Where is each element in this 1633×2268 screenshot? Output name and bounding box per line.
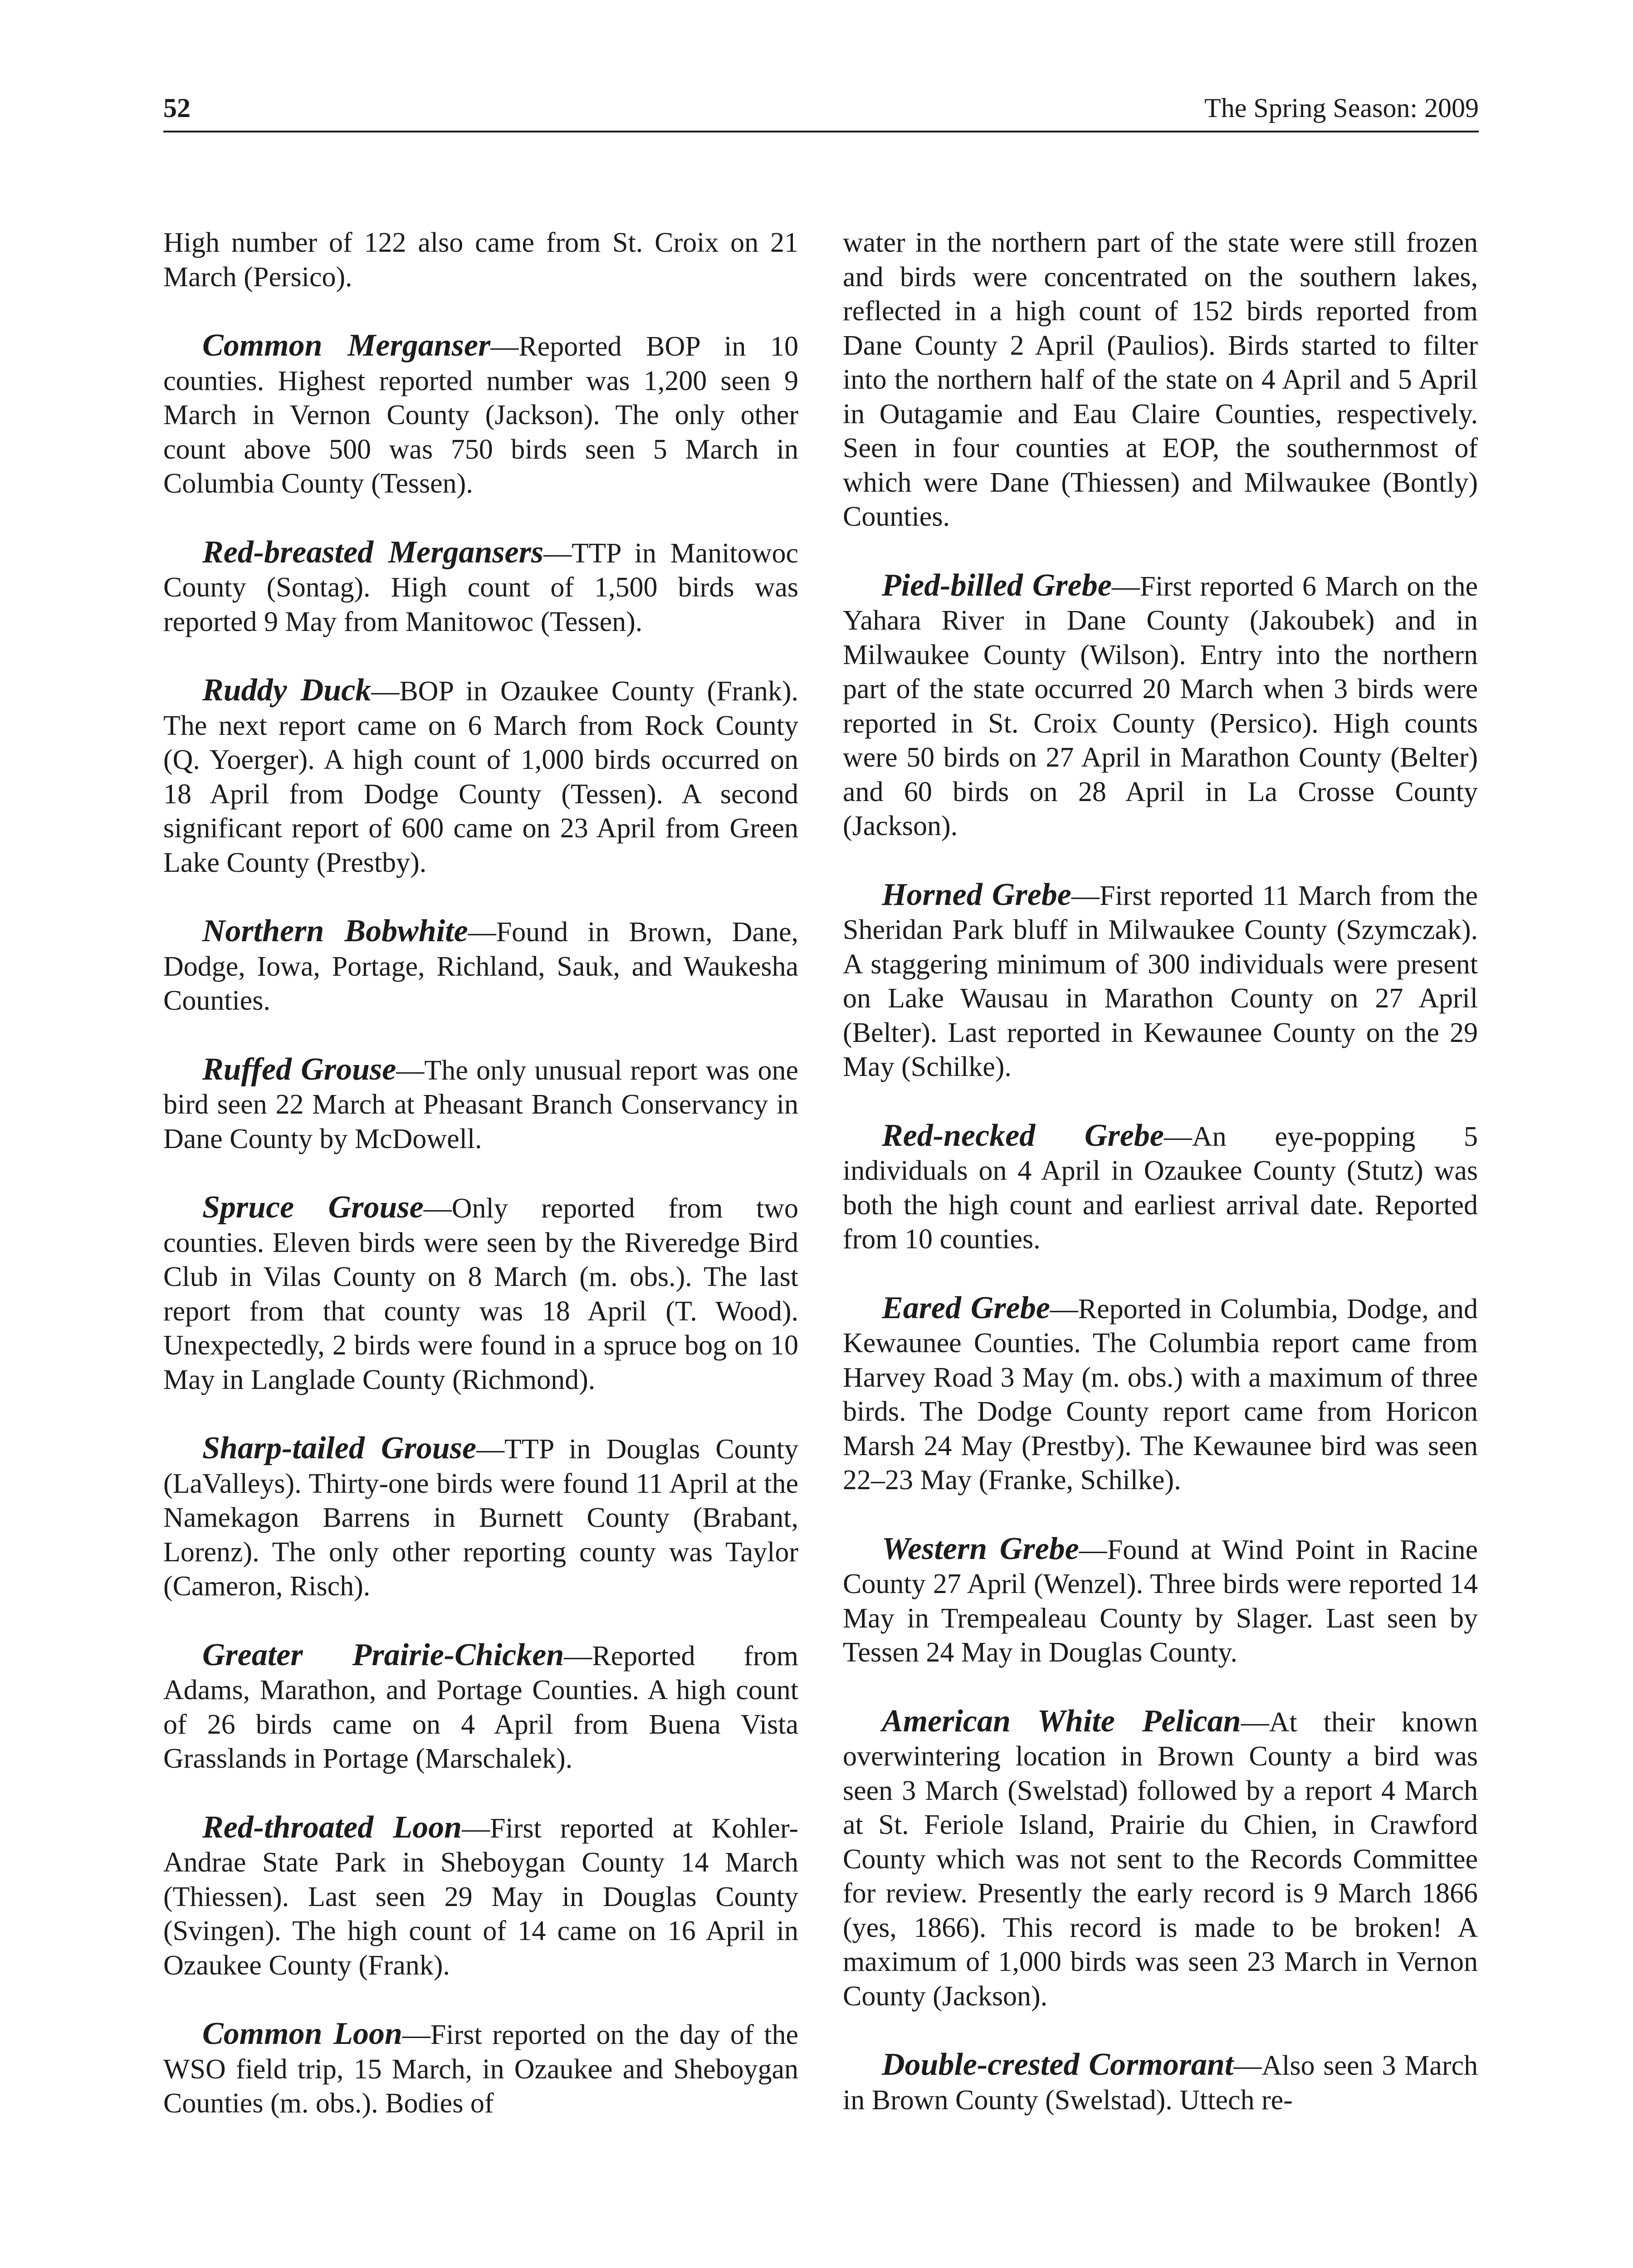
species-name: Double-crested Cormorant bbox=[882, 2047, 1234, 2082]
species-entry bbox=[163, 1052, 798, 1157]
entry-text: High number of 122 also came from St. Croix on 21 March (Persico). bbox=[163, 227, 798, 293]
entry-text: —TTP in Douglas County (LaValleys). Thirty-one birds were found 11 April at the Namekagon Barrens in Burnett County (Brabant, Lorenz). The only other reporting county was Taylor (Cameron, Risch). bbox=[163, 1434, 798, 1602]
species-name: American White Pelican bbox=[882, 1703, 1241, 1739]
species-name: Northern Bobwhite bbox=[202, 914, 468, 948]
page-header bbox=[163, 85, 1479, 132]
species-name: Ruddy Duck bbox=[202, 673, 372, 708]
species-name: Eared Grebe bbox=[882, 1290, 1050, 1325]
species-name: Spruce Grouse bbox=[202, 1190, 424, 1225]
entry-text: water in the northern part of the state were still frozen and birds were concentrated on the southern lakes, reflected in a high count of 152 birds reported from Dane County 2 April (Paulios). Birds started to filter into the northern half of the state on 4 April and 5 April in Outagamie and Eau Claire Counties, respectively. Seen in four counties at EOP, the southernmost of which were Dane (Thiessen) and Milwaukee (Bontly) Counties. bbox=[843, 227, 1478, 532]
species-entry bbox=[843, 226, 1478, 534]
species-entry bbox=[843, 1704, 1478, 2014]
entry-text: —At their known overwintering location in Brown County a bird was seen 3 March (Swelstad) followed by a report 4 March at St. Feriole Island, Prairie du Chien, in Crawford County which was not sent to the Records Committee for review. Presently the early record is 9 March 1866 (yes, 1866). This record is made to be broken! A maximum of 1,000 birds was seen 23 March in Vernon County (Jackson). bbox=[843, 1706, 1478, 2012]
species-entry bbox=[163, 2017, 798, 2121]
species-entry bbox=[843, 1291, 1478, 1498]
entry-text: —An eye-popping 5 individuals on 4 April in Ozaukee County (Stutz) was both the high count and earliest arrival date. Reported from 10 counties. bbox=[843, 1121, 1478, 1255]
species-entry bbox=[843, 878, 1478, 1085]
species-entry bbox=[163, 226, 798, 294]
species-name: Greater Prairie-Chicken bbox=[202, 1637, 564, 1672]
species-entry bbox=[163, 673, 798, 880]
species-name: Ruffed Grouse bbox=[202, 1051, 396, 1087]
left-column bbox=[163, 226, 798, 2155]
entry-text: —Reported from Adams, Marathon, and Portage Counties. A high count of 26 birds came on 4 April from Buena Vista Grasslands in Portage (Marschalek). bbox=[163, 1640, 798, 1774]
species-name: Horned Grebe bbox=[882, 877, 1071, 912]
entry-text: —First reported 6 March on the Yahara River in Dane County (Jakoubek) and in Milwaukee County (Wilson). Entry into the northern part of the state occurred 20 March when 3 birds were reported in St. Croix County (Persico). High counts were 50 birds on 27 April in Marathon County (Belter) and 60 birds on 28 April in La Crosse County (Jackson). bbox=[843, 571, 1478, 841]
entry-text: —First reported 11 March from the Sheridan Park bluff in Milwaukee County (Szymczak). A staggering minimum of 300 individuals were present on Lake Wausau in Marathon County on 27 April (Belter). Last reported in Kewaunee County on the 29 May (Schilke). bbox=[843, 880, 1478, 1082]
species-entry bbox=[843, 2048, 1478, 2117]
right-column bbox=[843, 226, 1478, 2151]
entry-text: —Only reported from two counties. Eleven birds were seen by the Riveredge Bird Club in Vilas County on 8 March (m. obs.). The last report from that county was 18 April (T. Wood). Unexpectedly, 2 birds were found in a spruce bog on 10 May in Langlade County (Richmond). bbox=[163, 1193, 798, 1395]
species-entry bbox=[843, 568, 1478, 844]
entry-text: —Also seen 3 March in Brown County (Swelstad). Uttech re- bbox=[843, 2050, 1478, 2116]
entry-text: —Reported BOP in 10 counties. Highest reported number was 1,200 seen 9 March in Vernon County (Jackson). The only other count above 500 was 750 birds seen 5 March in Columbia County (Tessen). bbox=[163, 331, 798, 499]
species-name: Red-breasted Mergansers bbox=[202, 534, 544, 570]
species-entry bbox=[163, 914, 798, 1018]
entry-text: —First reported at Kohler-Andrae State Park in Sheboygan County 14 March (Thiessen). Last seen 29 May in Douglas County (Svingen). The high count of 14 came on 16 April in Ozaukee County (Frank). bbox=[163, 1813, 798, 1981]
species-name: Pied-billed Grebe bbox=[882, 567, 1112, 603]
entry-text: —Found in Brown, Dane, Dodge, Iowa, Portage, Richland, Sauk, and Waukesha Counties. bbox=[163, 917, 798, 1016]
species-entry bbox=[163, 535, 798, 640]
species-name: Sharp-tailed Grouse bbox=[202, 1431, 477, 1466]
entry-text: —Found at Wind Point in Racine County 27 April (Wenzel). Three birds were reported 14 May in Trempealeau County by Slager. Last seen by Tessen 24 May in Douglas County. bbox=[843, 1534, 1478, 1668]
species-name: Red-necked Grebe bbox=[882, 1118, 1164, 1153]
species-entry bbox=[163, 328, 798, 501]
entry-text: —Reported in Columbia, Dodge, and Kewaunee Counties. The Columbia report came from Harvey Road 3 May (m. obs.) with a maximum of three birds. The Dodge County report came from Horicon Marsh 24 May (Prestby). The Kewaunee bird was seen 22–23 May (Franke, Schilke). bbox=[843, 1293, 1478, 1496]
entry-text: —The only unusual report was one bird seen 22 March at Pheasant Branch Conservancy in Dane County by McDowell. bbox=[163, 1055, 798, 1154]
running-title: The Spring Season: 2009 bbox=[1204, 93, 1479, 123]
species-entry bbox=[843, 1119, 1478, 1257]
species-name: Common Merganser bbox=[202, 328, 491, 363]
species-name: Common Loon bbox=[202, 2016, 402, 2051]
species-name: Red-throated Loon bbox=[202, 1809, 462, 1845]
species-entry bbox=[163, 1190, 798, 1397]
entry-text: —BOP in Ozaukee County (Frank). The next report came on 6 March from Rock County (Q. Yoerger). A high count of 1,000 birds occurred on 18 April from Dodge County (Tessen). A second significant report of 600 came on 23 April from Green Lake County (Prestby). bbox=[163, 676, 798, 878]
entry-text: —TTP in Manitowoc County (Sontag). High count of 1,500 birds was reported 9 May from Manitowoc (Tessen). bbox=[163, 538, 798, 637]
entry-text: —First reported on the day of the WSO field trip, 15 March, in Ozaukee and Sheboygan Counties (m. obs.). Bodies of bbox=[163, 2019, 798, 2119]
species-entry bbox=[163, 1431, 798, 1604]
species-entry bbox=[163, 1810, 798, 1983]
page-number: 52 bbox=[163, 93, 191, 123]
species-name: Western Grebe bbox=[882, 1531, 1079, 1566]
species-entry bbox=[843, 1532, 1478, 1670]
species-entry bbox=[163, 1638, 798, 1776]
